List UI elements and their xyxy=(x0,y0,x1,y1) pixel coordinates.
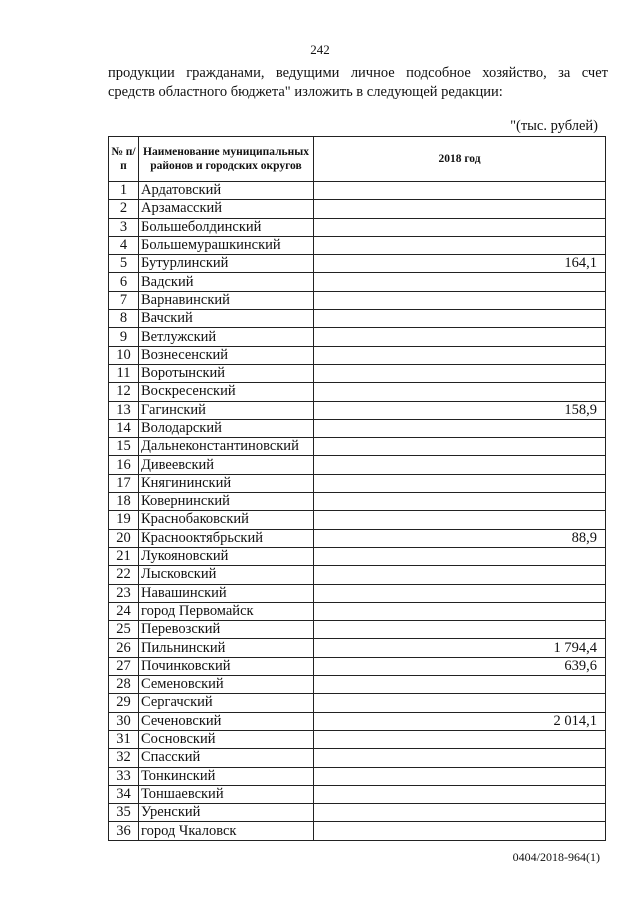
row-number: 26 xyxy=(109,639,139,657)
row-number: 18 xyxy=(109,493,139,511)
table-row xyxy=(109,804,606,822)
municipality-name: Краснооктябрьский xyxy=(139,529,314,547)
row-value-2018 xyxy=(314,328,606,346)
table-row xyxy=(109,218,606,236)
municipality-name: Сеченовский xyxy=(139,712,314,730)
municipality-name: Ардатовский xyxy=(139,182,314,200)
municipality-name: Княгининский xyxy=(139,474,314,492)
table-row xyxy=(109,639,606,657)
row-value-2018: 639,6 xyxy=(314,657,606,675)
row-number: 34 xyxy=(109,785,139,803)
municipality-name: Сосновский xyxy=(139,730,314,748)
row-number: 23 xyxy=(109,584,139,602)
municipality-name: Починковский xyxy=(139,657,314,675)
row-value-2018 xyxy=(314,511,606,529)
table-row xyxy=(109,584,606,602)
table-row xyxy=(109,566,606,584)
municipality-name: Тоншаевский xyxy=(139,785,314,803)
table-row xyxy=(109,328,606,346)
table-row xyxy=(109,676,606,694)
row-value-2018 xyxy=(314,346,606,364)
municipality-name: Пильнинский xyxy=(139,639,314,657)
row-number: 32 xyxy=(109,749,139,767)
intro-paragraph xyxy=(108,64,608,102)
row-value-2018: 158,9 xyxy=(314,401,606,419)
table-row xyxy=(109,767,606,785)
units-label: "(тыс. рублей) xyxy=(510,118,598,134)
row-value-2018 xyxy=(314,822,606,840)
municipality-name: Вачский xyxy=(139,310,314,328)
table-row xyxy=(109,529,606,547)
row-value-2018: 1 794,4 xyxy=(314,639,606,657)
row-value-2018 xyxy=(314,291,606,309)
municipality-name: Спасский xyxy=(139,749,314,767)
municipality-name: Тонкинский xyxy=(139,767,314,785)
row-value-2018 xyxy=(314,694,606,712)
table-row xyxy=(109,547,606,565)
table-row xyxy=(109,401,606,419)
table-row xyxy=(109,511,606,529)
row-number: 8 xyxy=(109,310,139,328)
municipality-name: Навашинский xyxy=(139,584,314,602)
row-value-2018 xyxy=(314,730,606,748)
row-number: 22 xyxy=(109,566,139,584)
row-number: 30 xyxy=(109,712,139,730)
row-value-2018 xyxy=(314,438,606,456)
document-code: 0404/2018-964(1) xyxy=(512,850,600,864)
row-value-2018 xyxy=(314,236,606,254)
table-row xyxy=(109,419,606,437)
allocation-table xyxy=(108,136,606,841)
row-value-2018 xyxy=(314,218,606,236)
table-row xyxy=(109,273,606,291)
table-row xyxy=(109,749,606,767)
row-number: 17 xyxy=(109,474,139,492)
row-value-2018 xyxy=(314,383,606,401)
row-value-2018 xyxy=(314,493,606,511)
row-number: 12 xyxy=(109,383,139,401)
row-number: 1 xyxy=(109,182,139,200)
table-row xyxy=(109,438,606,456)
municipality-name: Вознесенский xyxy=(139,346,314,364)
municipality-name: Воротынский xyxy=(139,364,314,382)
row-number: 15 xyxy=(109,438,139,456)
municipality-name: Перевозский xyxy=(139,621,314,639)
table-header-row xyxy=(109,137,606,182)
intro-line-1: продукции гражданами, ведущими личное подсобное хозяйство, за счет xyxy=(108,65,608,81)
row-number: 29 xyxy=(109,694,139,712)
header-year: 2018 год xyxy=(314,137,606,182)
row-number: 2 xyxy=(109,200,139,218)
municipality-name: Дальнеконстантиновский xyxy=(139,438,314,456)
municipality-name: Варнавинский xyxy=(139,291,314,309)
table-row xyxy=(109,364,606,382)
row-value-2018 xyxy=(314,602,606,620)
municipality-name: Ветлужский xyxy=(139,328,314,346)
table-body xyxy=(109,182,606,841)
row-value-2018: 2 014,1 xyxy=(314,712,606,730)
table-row xyxy=(109,291,606,309)
row-value-2018 xyxy=(314,474,606,492)
header-municipality: Наименование муниципальных районов и городских округов xyxy=(139,137,314,182)
municipality-name: город Первомайск xyxy=(139,602,314,620)
row-number: 13 xyxy=(109,401,139,419)
table-row xyxy=(109,200,606,218)
intro-line-2: средств областного бюджета" изложить в следующей редакции: xyxy=(108,84,503,100)
municipality-name: город Чкаловск xyxy=(139,822,314,840)
row-value-2018 xyxy=(314,785,606,803)
row-number: 24 xyxy=(109,602,139,620)
table-row xyxy=(109,346,606,364)
table-row xyxy=(109,730,606,748)
header-number: № п/п xyxy=(109,137,139,182)
row-number: 14 xyxy=(109,419,139,437)
municipality-name: Володарский xyxy=(139,419,314,437)
municipality-name: Лукояновский xyxy=(139,547,314,565)
row-value-2018 xyxy=(314,419,606,437)
municipality-name: Гагинский xyxy=(139,401,314,419)
table-row xyxy=(109,456,606,474)
row-value-2018 xyxy=(314,749,606,767)
row-number: 35 xyxy=(109,804,139,822)
row-value-2018 xyxy=(314,364,606,382)
municipality-name: Большемурашкинский xyxy=(139,236,314,254)
row-number: 20 xyxy=(109,529,139,547)
row-number: 4 xyxy=(109,236,139,254)
table-row xyxy=(109,621,606,639)
row-number: 27 xyxy=(109,657,139,675)
municipality-name: Арзамасский xyxy=(139,200,314,218)
row-number: 7 xyxy=(109,291,139,309)
table-row xyxy=(109,694,606,712)
table-row xyxy=(109,657,606,675)
municipality-name: Уренский xyxy=(139,804,314,822)
row-value-2018 xyxy=(314,804,606,822)
row-number: 6 xyxy=(109,273,139,291)
municipality-name: Семеновский xyxy=(139,676,314,694)
row-number: 28 xyxy=(109,676,139,694)
row-value-2018: 164,1 xyxy=(314,255,606,273)
row-number: 21 xyxy=(109,547,139,565)
row-value-2018 xyxy=(314,584,606,602)
table-row xyxy=(109,785,606,803)
row-value-2018 xyxy=(314,767,606,785)
row-number: 11 xyxy=(109,364,139,382)
row-value-2018: 88,9 xyxy=(314,529,606,547)
table-row xyxy=(109,712,606,730)
municipality-name: Краснобаковский xyxy=(139,511,314,529)
row-value-2018 xyxy=(314,200,606,218)
row-value-2018 xyxy=(314,310,606,328)
municipality-name: Большеболдинский xyxy=(139,218,314,236)
row-number: 10 xyxy=(109,346,139,364)
table-row xyxy=(109,822,606,840)
row-number: 3 xyxy=(109,218,139,236)
municipality-name: Дивеевский xyxy=(139,456,314,474)
row-number: 5 xyxy=(109,255,139,273)
municipality-name: Воскресенский xyxy=(139,383,314,401)
table-row xyxy=(109,255,606,273)
table-row xyxy=(109,493,606,511)
row-value-2018 xyxy=(314,676,606,694)
row-number: 33 xyxy=(109,767,139,785)
municipality-name: Вадский xyxy=(139,273,314,291)
table-row xyxy=(109,236,606,254)
row-number: 25 xyxy=(109,621,139,639)
row-value-2018 xyxy=(314,182,606,200)
row-number: 31 xyxy=(109,730,139,748)
row-number: 9 xyxy=(109,328,139,346)
municipality-name: Бутурлинский xyxy=(139,255,314,273)
row-value-2018 xyxy=(314,273,606,291)
table-row xyxy=(109,383,606,401)
municipality-name: Лысковский xyxy=(139,566,314,584)
row-value-2018 xyxy=(314,621,606,639)
row-value-2018 xyxy=(314,566,606,584)
row-value-2018 xyxy=(314,547,606,565)
row-value-2018 xyxy=(314,456,606,474)
table-row xyxy=(109,182,606,200)
table-row xyxy=(109,310,606,328)
municipality-name: Сергачский xyxy=(139,694,314,712)
page-number: 242 xyxy=(310,42,330,57)
row-number: 19 xyxy=(109,511,139,529)
row-number: 16 xyxy=(109,456,139,474)
municipality-name: Ковернинский xyxy=(139,493,314,511)
row-number: 36 xyxy=(109,822,139,840)
table-row xyxy=(109,602,606,620)
table-row xyxy=(109,474,606,492)
